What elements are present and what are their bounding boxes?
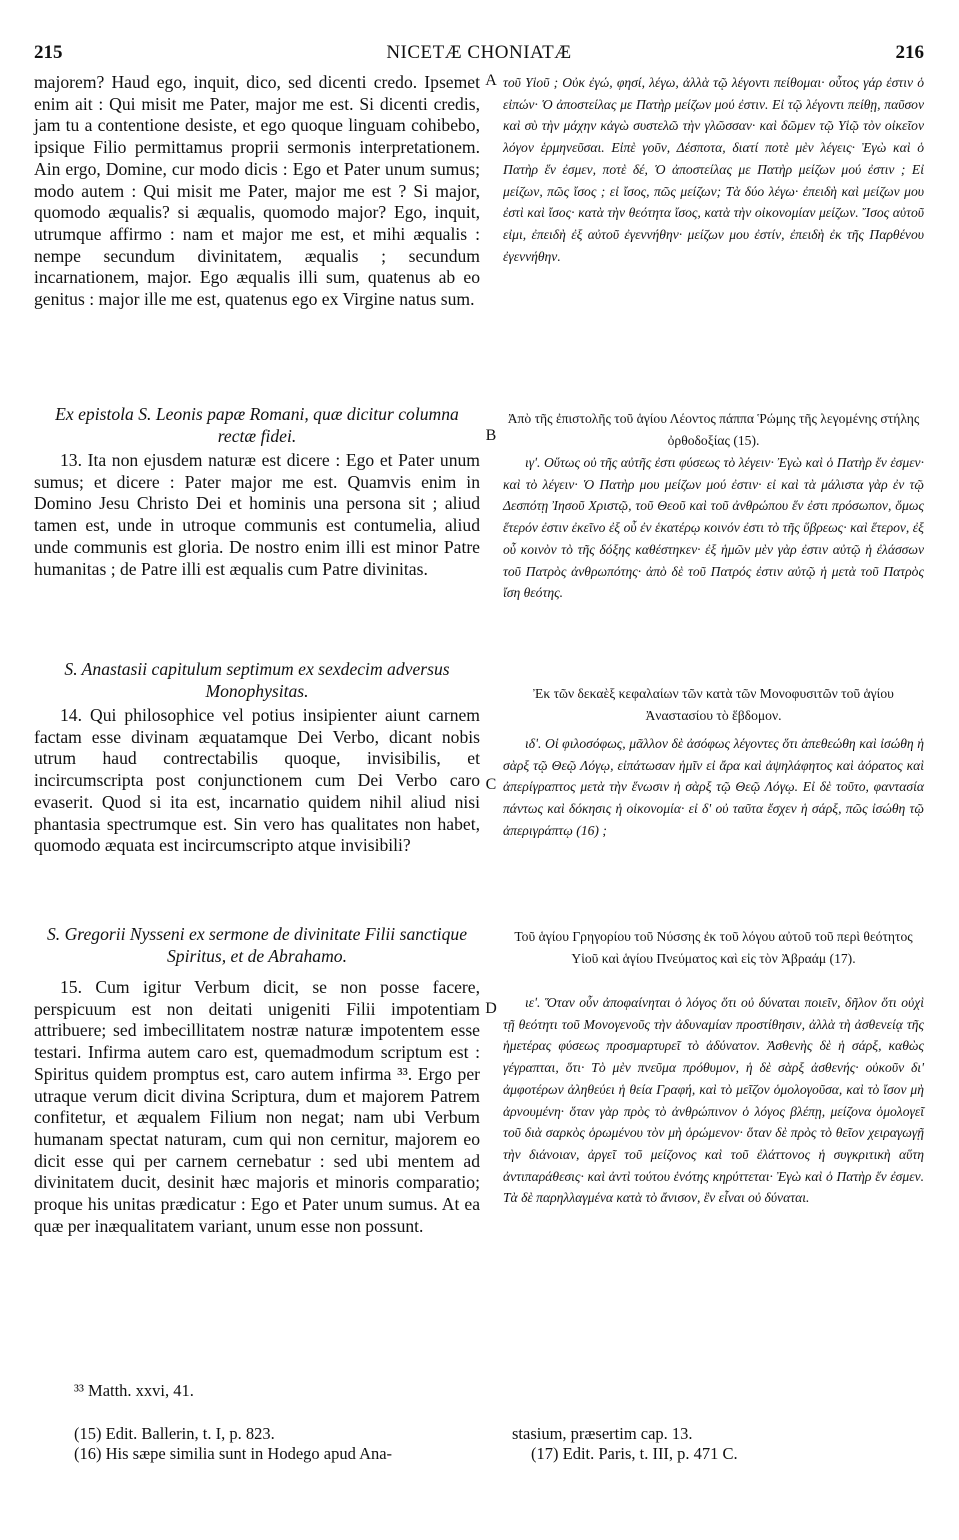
latin-heading-gregory: S. Gregorii Nysseni ex sermone de divinitate Filii sanctique Spiritus, et de Abrahamo.	[46, 924, 468, 966]
greek-heading-gregory: Τοῦ ἁγίου Γρηγορίου τοῦ Νύσσης ἐκ τοῦ λόγου αὐτοῦ τοῦ περὶ θεότητος Υἱοῦ καὶ ἁγίου Πνεύματος καὶ εἰς τὸν Ἀβραάμ (17).	[514, 929, 913, 966]
greek-heading-anastasius: Ἐκ τῶν δεκαὲξ κεφαλαίων τῶν κατὰ τῶν Μονοφυσιτῶν τοῦ ἁγίου Ἀναστασίου τὸ ἕβδομον.	[533, 686, 894, 723]
footnote-17: (17) Edit. Paris, t. III, p. 471 C.	[531, 1444, 738, 1463]
latin-heading-anastasius: S. Anastasii capitulum septimum ex sexdecim adversus Monophysitas.	[64, 659, 450, 701]
greek-paragraph-12: τοῦ Υἱοῦ ; Οὐκ ἐγώ, φησί, λέγω, ἀλλὰ τῷ λέγοντι πείθομαι· οὗτος γάρ ἐστιν ὁ εἰπών· Ὁ ἀποστείλας με Πατὴρ μείζων μού ἐστιν. Εἰ τῷ λέγοντι πείθῃ, παῦσον καὶ σὺ τὴν μάχην κἀγὼ συστελῶ τὴν γλῶσσαν· καὶ δῶμεν τῷ Υἱῷ τὸν οἰκεῖον λόγον ἑρμηνεῦσαι. Εἰπὲ γοῦν, Δέσποτα, διατί ποτὲ μὲν λέγεις· Ἐγὼ καὶ ὁ Πατὴρ ἕν ἐσμεν, ποτὲ δέ, Ὁ ἀποστείλας με Πατὴρ μείζων μού ἐστιν ; Εἰ μείζων, πῶς ἴσος ; εἰ ἴσος, πῶς μείζων; Τὰ δύο λέγω· ἐπειδὴ καὶ μείζων μου ἐστὶ καὶ ἴσος· κατὰ τὴν θεότητα ἴσος, κατὰ τὴν οἰκονομίαν μείζων. Ἴσος αὐτοῦ εἰμι, ἐπειδὴ ἐξ αὐτοῦ ἐγεννήθην· μείζων μου ἐστίν, ἐπειδὴ ἐκ τῆς Παρθένου ἐγεννήθην.	[503, 75, 924, 264]
running-title: NICETÆ CHONIATÆ	[386, 42, 572, 63]
greek-paragraph-14: ιδʹ. Οἱ φιλοσόφως, μᾶλλον δὲ ἀσόφως λέγοντες ὅτι ἀπεθεώθη καὶ ἰσώθη ἡ σὰρξ τῷ Θεῷ Λόγῳ, εἰπάτωσαν ἡμῖν εἰ ἄρα καὶ ἀψηλάφητος καὶ ἀόρατος καὶ ἀπερίγραπτος μετὰ τὴν ἕνωσιν ἡ σὰρξ τῷ Θεῷ Λόγῳ. Εἰ δὲ τοῦτο, φαντασία πάντως καὶ δόκησις ἡ οἰκονομία· εἰ δ' οὐ ταῦτα ἔσχεν ἡ σάρξ, πῶς ἰσώθη τῷ ἀπεριγράπτῳ (16) ;	[503, 736, 924, 838]
right-page-number: 216	[895, 42, 924, 63]
latin-paragraph-12: majorem? Haud ego, inquit, dico, sed dicenti credo. Ipsemet enim ait : Qui misit me Pater, major me est. Si dicenti credis, jam tu a contentione desiste, et ego quoque linguam cohibebo, ipsique Filio permittamus proprii sermonis interpretationem. Ain ergo, Domine, cur modo dicis : Ego et Pater unum sumus; modo autem : Qui misit me Pater, major me est ? Si major, quomodo æqualis? si æqualis, quomodo major? Ego, inquit, utrumque affirmo : nam et major me est, et mihi æqualis : nempe secundum divinitatem, æqualis ; secundum incarnationem, major. Ego æqualis illi sum, quatenus ab eo genitus : major ille me est, quatenus ego ex Virgine natus sum.	[34, 72, 480, 310]
latin-paragraph-14: 14. Qui philosophice vel potius insipienter aiunt carnem factam esse divinam æquatamque Dei Verbo, dicant nobis utrum haud contrectabilis quoque, invisibilis, et incircumscripta post conjunctionem cum Dei Verbo caro evaserit. Quod si ita est, incarnatio quidem nihil aliud nisi phantasia spectrumque est. Sin vero has qualitates non habet, quomodo æquata est incircumscripto atque invisibili?	[34, 705, 480, 856]
greek-paragraph-13: ιγʹ. Οὕτως οὐ τῆς αὐτῆς ἐστι φύσεως τὸ λέγειν· Ἐγὼ καὶ ὁ Πατὴρ ἕν ἐσμεν· καὶ τὸ λέγειν· Ὁ Πατὴρ μου μείζων μού ἐστιν· εἰ καὶ τὰ μάλιστα γὰρ ἐν τῷ Δεσπότῃ Ἰησοῦ Χριστῷ, τοῦ Θεοῦ καὶ τοῦ ἀνθρώπου ἕν ἐστι πρόσωπον, ὅμως ἕτερόν ἐστιν ἐκεῖνο ἐξ οὗ ἐν ἑκατέρῳ κοινόν ἐστι τὸ τῆς ὕβρεως· καὶ ἕτερον, ἐξ οὗ κοινὸν τὸ τῆς δόξης καθέστηκεν· ἐξ ἡμῶν μὲν γὰρ ἐστιν αὐτῷ ἡ ἐλάσσων τοῦ Πατρὸς ἀνθρωπότης· ἀπὸ δὲ τοῦ Πατρός ἐστιν αὐτῷ ἡ μετὰ τοῦ Πατρὸς ἴση θεότης.	[503, 455, 924, 601]
latin-heading-leo: Ex epistola S. Leonis papæ Romani, quæ dicitur columna rectæ fidei.	[55, 404, 459, 446]
footnote-33: ³³ Matth. xxvi, 41.	[74, 1381, 194, 1400]
footnote-16: (16) His sæpe similia sunt in Hodego apud Ana-	[74, 1444, 393, 1463]
greek-heading-leo: Ἀπὸ τῆς ἐπιστολῆς τοῦ ἁγίου Λέοντος πάππα Ῥώμης τῆς λεγομένης στήλης ὀρθοδοξίας (15).	[507, 411, 920, 448]
margin-letter-b: B	[485, 427, 497, 444]
greek-paragraph-15: ιεʹ. Ὅταν οὖν ἀποφαίνηται ὁ λόγος ὅτι οὐ δύναται ποιεῖν, δῆλον ὅτι οὐχὶ τῇ θεότητι τοῦ Μονογενοῦς τὴν ἀδυναμίαν προστίθησιν, ἀλλὰ τὴ ἀσθενείᾳ τῆς ἡμετέρας φύσεως προσμαρτυρεῖ τὸ ἀδύνατον. Ἀσθενὴς δὲ ἡ σάρξ, καθὼς γέγραπται, ὅτι· Τὸ μὲν πνεῦμα πρόθυμον, ἡ δὲ σὰρξ ἀσθενής· οὐκοῦν δι' ἀμφοτέρων ἀληθεύει ἡ θεία Γραφή, καὶ τὸ μεῖζον ὁμολογοῦσα, καὶ τὸ ἴσον μὴ ἀρνουμένη· ὅταν γὰρ πρὸς τὸ ἀνθρώπινον ὁ λόγος βλέπῃ, μείζονα ὁμολογεῖ τοῦ διὰ σαρκὸς ὁρωμένου τὸν μὴ ὁρώμενον· ὅταν δὲ πρὸς τὸ θεῖον χειραγωγῇ τὴν διάνοιαν, ἀργεῖ τοῦ μείζονος καὶ τοῦ ἐλάττονος ἡ συγκριτικὴ αὕτη ἀντιπαράθεσις· καὶ ἀντὶ τούτου ἑνότης κηρύττεται· Ἐγὼ καὶ ὁ Πατὴρ ἕν ἐσμεν. Τὰ δὲ παρηλλαγμένα κατὰ τὸ ἄνισον, ἓν εἶναι οὐ δύναται.	[503, 995, 924, 1206]
left-page-number: 215	[34, 42, 63, 63]
page-header	[34, 42, 924, 66]
latin-paragraph-13: 13. Ita non ejusdem naturæ est dicere : Ego et Pater unum sumus; et dicere : Pater major me est. Quamvis enim in Domino Jesu Christo Dei et hominis una persona sit ; aliud tamen est, unde in utroque communis est contumelia, aliud unde communis est gloria. De nostro enim illi est minor Patre humanitas ; de Patre illi est æqualis cum Patre divinitas.	[34, 450, 480, 579]
footnote-15: (15) Edit. Ballerin, t. I, p. 823.	[74, 1424, 275, 1443]
margin-letter-a: A	[485, 72, 497, 89]
latin-paragraph-15: 15. Cum igitur Verbum dicit, se non posse facere, perspicuum est non deitati unigeniti Filii impotentiam attribuere; sed imbecillitatem nostræ naturæ impotentem esse testari. Infirma autem caro est, quemadmodum scriptum est : Spiritus quidem promptus est, caro autem infirma ³³. Ergo per utraque verum dicit divina Scriptura, dum et majorem Patrem confitetur, et æqualem Filium non negat; nam ubi Verbum humanam spectat naturam, cum qui non cernitur, majorem eo dicit esse qui per carnem cernebatur : sed ubi mentem ad divinitatem ducit, desinit hæc majoris et minoris comparatio; proque his unitas prædicatur : Ego et Pater unum sumus. At ea quæ per inæqualitatem variant, unum esse non possunt.	[34, 977, 480, 1236]
footnote-16-continuation: stasium, præsertim cap. 13.	[512, 1424, 693, 1443]
margin-letter-d: D	[485, 1000, 497, 1017]
margin-letter-c: C	[485, 776, 497, 793]
